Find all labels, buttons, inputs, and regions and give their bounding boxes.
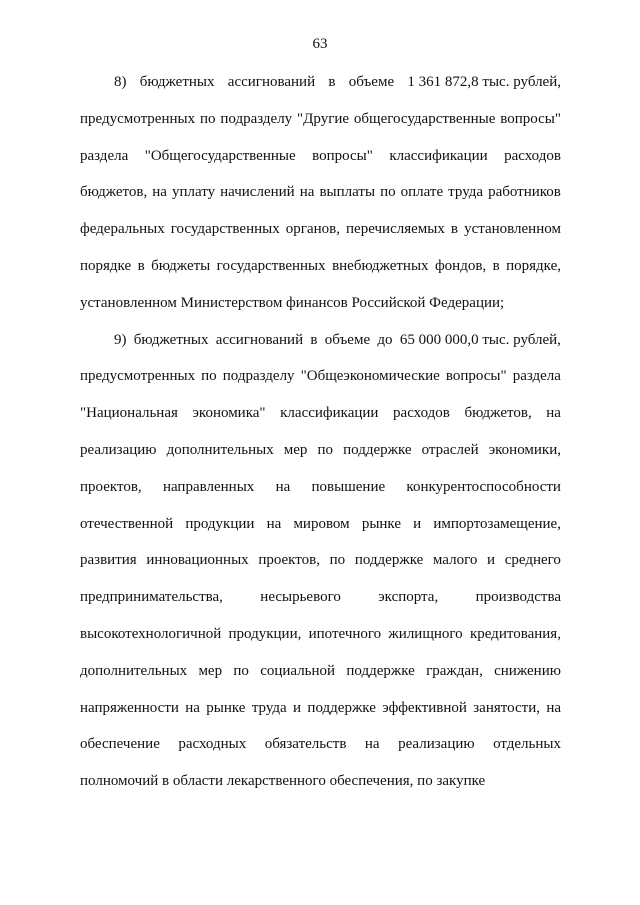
word: предпринимательства, [80,589,223,606]
word: по [329,552,346,569]
word: вопросы" [445,368,507,385]
word: закупке [436,773,486,790]
word: бюджетных [139,74,215,90]
word: поддержке [346,662,415,679]
word: высокотехнологичной [80,626,222,642]
word: предусмотренных [80,110,196,127]
word: мер [198,662,223,679]
word: экономика" [192,405,266,422]
word: направленных [162,478,255,495]
word: труда [448,184,484,201]
text-line [80,109,561,129]
word: отдельных [493,736,561,753]
text-line [80,698,561,718]
word: поддержке [343,442,412,458]
word: "Другие [297,110,350,127]
word: повышение [311,478,386,495]
word: предусмотренных [80,368,196,385]
word: кредитования, [469,626,561,642]
word: расходов [393,405,450,422]
word: перечисляемых [346,221,445,238]
word: обязательств [264,736,347,753]
word: подразделу [222,368,295,385]
word: порядке, [506,258,561,274]
word: вопросы" [312,147,373,164]
word: "Общегосударственные [144,147,296,164]
word: поддержке [354,552,424,569]
text-line [80,587,561,607]
word: на [546,405,561,422]
word: проектов, [80,478,142,495]
word: федеральных [80,221,165,238]
word: фондов, [434,258,487,274]
word: на [275,478,291,495]
word: отечественной [80,515,174,532]
word: мировом [293,515,350,532]
word: поддержке [307,699,376,716]
word: труда [251,699,287,716]
word: бюджеты [151,258,211,274]
word: и [413,515,422,532]
word: продукции [185,515,255,532]
word: рынке [361,515,401,532]
word: мер [283,442,308,458]
word: раздела [512,368,561,385]
word: рынке [206,699,246,716]
word: развития [80,552,137,569]
word: установленном Министерством финансов Российской Федерации; [80,294,505,311]
word: области [172,773,224,790]
word: и [487,552,496,569]
word: обеспечение [80,736,160,753]
word: 9) [114,331,127,348]
word: лекарственного [226,773,326,790]
page-number: 63 [312,36,328,52]
text-line [80,440,561,460]
word: по [233,662,249,679]
word: проектов, [258,552,320,569]
word: 65 000 000,0 тыс. рублей, [399,331,561,348]
word: установленном [464,221,561,238]
text-line [80,146,561,166]
word: начислений [220,184,295,201]
word: в [492,258,500,274]
text-line [80,366,561,386]
text-line [80,734,561,754]
word: расходов [504,147,561,164]
word: общегосударственные [353,110,496,127]
word: обеспечения, [329,773,414,790]
word: на [185,699,200,716]
word: уплату [171,184,216,201]
word: отраслей [421,442,479,458]
word: эффективной [382,699,467,716]
word: на [364,736,380,753]
word: классификации [280,405,379,422]
text-line [80,624,561,644]
word: среднего [504,552,561,569]
word: дополнительных [80,662,188,679]
word: внебюджетных [332,258,429,274]
word: экспорта, [378,589,439,606]
word: бюджетных [133,331,209,348]
word: в [137,258,145,274]
word: расходных [178,736,247,753]
word: дополнительных [166,442,274,458]
text-line [80,477,561,497]
word: порядке [80,258,132,274]
text-line [114,72,561,92]
word: граждан, [426,662,483,679]
text-line [80,771,561,791]
word: раздела [80,147,129,164]
word: малого [432,552,478,569]
text-line [114,330,561,350]
text-line [80,293,561,313]
word: в [450,221,458,238]
word: на [299,184,315,201]
word: ассигнований [215,331,304,348]
word: по [417,773,433,790]
word: продукции, [228,626,302,642]
word: на [546,699,561,716]
word: и [293,699,302,716]
word: до [377,331,393,348]
word: ипотечного [308,626,382,642]
word: государственных [170,221,280,238]
word: бюджетов, [80,184,148,201]
word: по [317,442,334,458]
word: импортозамещение, [433,515,561,532]
text-line [80,514,561,534]
word: "Общеэкономические [300,368,440,385]
word: классификации [389,147,488,164]
word: государственных [216,258,326,274]
word: по [199,110,216,127]
text-line [80,219,561,239]
word: занятости, [473,699,540,716]
word: на [152,184,167,201]
word: объеме [348,74,395,90]
word: реализацию [398,736,475,753]
text-line [80,661,561,681]
word: 1 361 872,8 тыс. рублей, [407,74,561,90]
word: на [266,515,282,532]
word: органов, [285,221,340,238]
word: в [162,773,170,790]
word: работников [488,184,561,201]
word: в [310,331,318,348]
word: по [201,368,217,385]
word: производства [475,589,561,606]
word: бюджетов, [464,405,532,422]
text-line [80,182,561,202]
word: социальной [260,662,336,679]
word: "Национальная [80,405,178,422]
word: напряженности [80,699,179,716]
word: инновационных [146,552,249,569]
word: оплате [400,184,444,201]
text-line [80,403,561,423]
word: в [328,74,336,90]
word: конкурентоспособности [406,478,561,495]
word: снижению [494,662,561,679]
word: по [380,184,396,201]
text-line [80,550,561,570]
word: подразделу [220,110,293,127]
word: жилищного [388,626,463,642]
word: вопросы" [500,110,561,127]
word: полномочий [80,773,159,790]
word: экономики, [488,442,561,458]
word: реализацию [80,442,157,458]
word: ассигнований [227,74,316,90]
word: объеме [324,331,371,348]
word: выплаты [319,184,376,201]
word: 8) [114,74,127,90]
text-line [80,256,561,276]
word: несырьевого [260,589,341,606]
